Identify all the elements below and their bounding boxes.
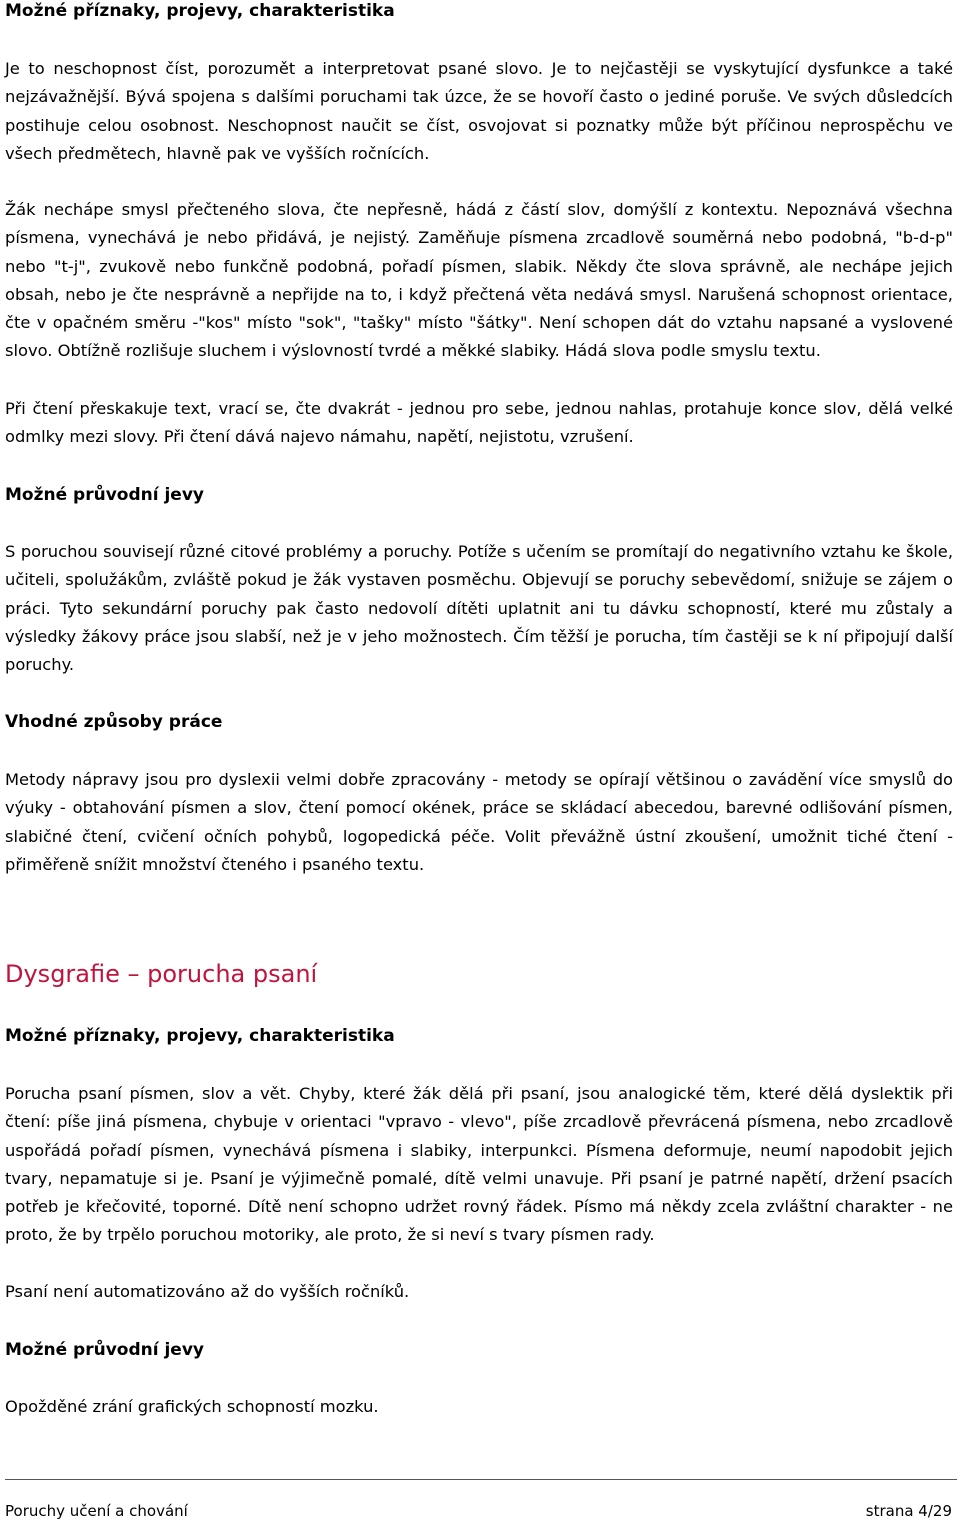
footer-divider xyxy=(5,1479,957,1480)
paragraph-definition: Je to neschopnost číst, porozumět a interpretovat psané slovo. Je to nejčastěji se vyskytující dysfunkce a také nejzávažnější. Bývá spojena s dalšími poruchami tak úzce, že se hovoří často o jediné poruše. Ve svých důsledcích postihuje celou osobnost. Neschopnost naučit se číst, osvojovat si poznatky může být příčinou neprospěchu ve všech předmětech, hlavně pak ve vyšších ročnících. xyxy=(5,59,953,163)
page-number: strana 4/29 xyxy=(865,1502,952,1520)
paragraph-reading-errors: Žák nechápe smysl přečteného slova, čte nepřesně, hádá z částí slov, domýšlí z kontextu. Nepoznává všechna písmena, vynechává je nebo přidává, je nejistý. Zaměňuje písmena zrcadlově souměrná nebo podobná, "b-d-p" nebo "t-j", zvukově nebo funkčně podobná, pořadí písmen, slabik. Někdy čte slova správně, ale nechápe jejich obsah, nebo je čte nesprávně a nepřijde na to, i když přečtená věta nedává smysl. Narušená schopnost orientace, čte v opačném směru -"kos" místo "sok", "tašky" místo "šátky". Není schopen dát do vztahu napsané a vyslovené slovo. Obtížně rozlišuje sluchem i výslovností tvrdé a měkké slabiky. Hádá slova podle smyslu textu. xyxy=(5,200,953,361)
section-heading-methods: Vhodné způsoby práce xyxy=(5,712,223,732)
paragraph-delayed-maturation: Opožděné zrání grafických schopností mozku. xyxy=(5,1397,379,1416)
section-heading-dysgraphia-symptoms: Možné příznaky, projevy, charakteristika xyxy=(5,1026,395,1046)
paragraph-methods: Metody nápravy jsou pro dyslexii velmi dobře zpracovány - metody se opírají většinou o zavádění více smyslů do výuky - obtahování písmen a slov, čtení pomocí okének, práce se skládací abecedou, barevné odlišování písmen, slabičné čtení, cvičení očních pohybů, logopedická péče. Volit převážně ústní zkoušení, umožnit tiché čtení - přiměřeně snížit množství čteného i psaného textu. xyxy=(5,770,953,874)
section-heading-dysgraphia-accompanying: Možné průvodní jevy xyxy=(5,1340,204,1360)
section-heading-symptoms: Možné příznaky, projevy, charakteristika xyxy=(5,1,395,21)
section-heading-accompanying: Možné průvodní jevy xyxy=(5,485,204,505)
dysgraphia-title: Dysgrafie – porucha psaní xyxy=(5,960,318,988)
paragraph-reading-behavior: Při čtení přeskakuje text, vrací se, čte dvakrát - jednou pro sebe, jednou nahlas, protahuje konce slov, dělá velké odmlky mezi slovy. Při čtení dává najevo námahu, napětí, nejistotu, vzrušení. xyxy=(5,399,953,447)
paragraph-accompanying: S poruchou souvisejí různé citové problémy a poruchy. Potíže s učením se promítají do negativního vztahu ke škole, učiteli, spolužákům, zvláště pokud je žák vystaven posměchu. Objevují se poruchy sebevědomí, snižuje se zájem o práci. Tyto sekundární poruchy pak často nedovolí dítěti uplatnit ani tu dávku schopností, které mu zůstaly a výsledky žákovy práce jsou slabší, než je v jeho možnostech. Čím těžší je porucha, tím častěji se k ní připojují další poruchy. xyxy=(5,542,953,675)
paragraph-automation: Psaní není automatizováno až do vyšších ročníků. xyxy=(5,1282,410,1301)
paragraph-dysgraphia-description: Porucha psaní písmen, slov a vět. Chyby, které žák dělá při psaní, jsou analogické těm, které dělá dyslektik při čtení: píše jiná písmena, chybuje v orientaci "vpravo - vlevo", píše zrcadlově převrácená písmena, nebo zrcadlově uspořádá pořadí písmen, vynechává písmena i slabiky, interpunkci. Písmena deformuje, neumí napodobit jejich tvary, nepamatuje si je. Psaní je výjimečně pomalé, dítě velmi unavuje. Při psaní je patrné napětí, držení psacích potřeb je křečovité, toporné. Dítě není schopno udržet rovný řádek. Písmo má někdy zcela zvláštní charakter - ne proto, že by trpělo poruchou motoriky, ale proto, že si neví s tvary písmen rady. xyxy=(5,1084,953,1245)
footer-title: Poruchy učení a chování xyxy=(5,1502,188,1520)
